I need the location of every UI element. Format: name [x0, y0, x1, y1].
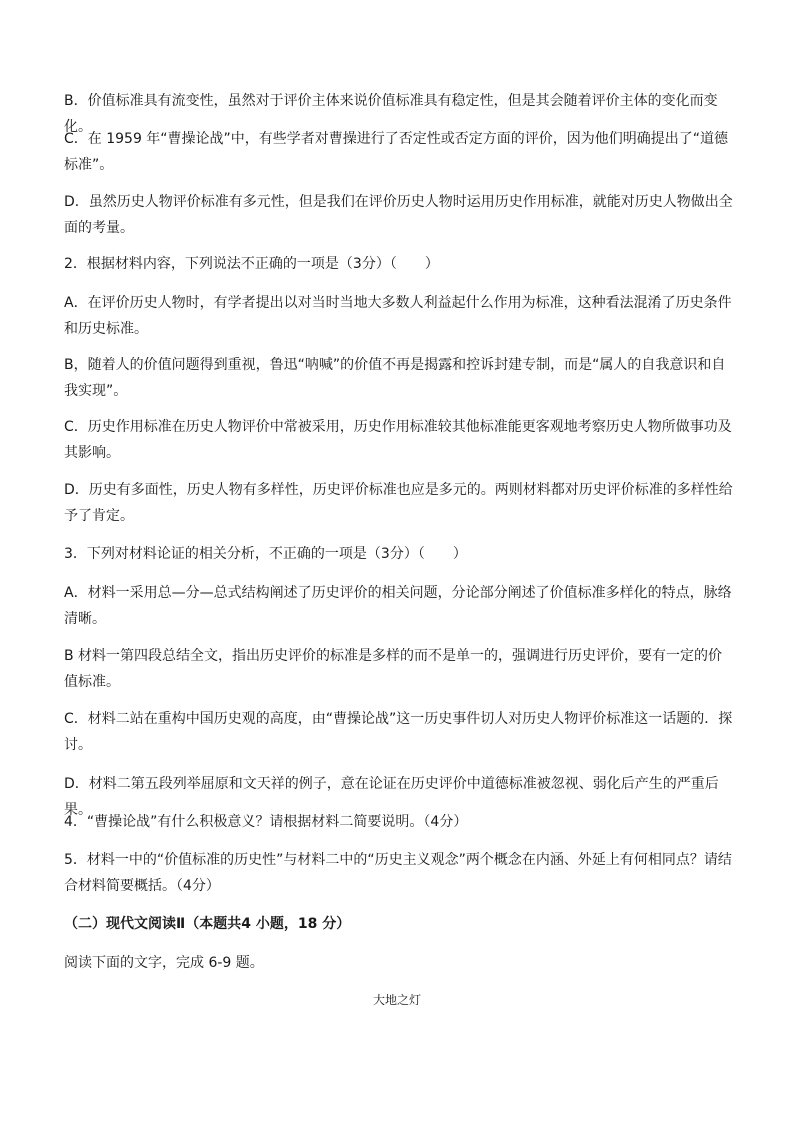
article-title: 大地之灯 [372, 993, 421, 1007]
option-2b: B，随着人的价值问题得到重视，鲁迅“呐喊”的价值不再是揭露和控诉封建专制，而是“属人的自我意识和自我实现”。 [64, 357, 726, 399]
question-5: 5．材料一中的“价值标准的历史性”与材料二中的“历史主义观念”两个概念在内涵、外延上有何相同点？请结合材料简要概括。（4分） [64, 852, 732, 894]
option-3c: C．材料二站在重构中国历史观的高度，由“曹操论战”这一历史事件切人对历史人物评价标准这一话题的．探讨。 [64, 711, 733, 753]
option-1c: C．在 1959 年“曹操论战”中，有些学者对曹操进行了否定性或否定方面的评价，因为他们明确提出了“道德标准”。 [64, 131, 729, 173]
option-2a: A．在评价历史人物时，有学者提出以对当时当地大多数人利益起什么作用为标准，这种看法混淆了历史条件和历史标准。 [64, 295, 732, 337]
question-2: 2．根据材料内容，下列说法不正确的一项是（3分）（ ） [64, 256, 439, 272]
option-1d: D．虽然历史人物评价标准有多元性，但是我们在评价历史人物时运用历史作用标准，就能对历史人物做出全面的考量。 [64, 194, 733, 236]
option-2c: C．历史作用标准在历史人物评价中常被采用，历史作用标准较其他标准能更客观地考察历史人物所做事功及其影响。 [64, 419, 732, 461]
option-3a: A．材料一采用总—分—总式结构阐述了历史评价的相关问题，分论部分阐述了价值标准多样化的特点，脉络清晰。 [64, 585, 732, 627]
question-3: 3．下列对材料论证的相关分析，不正确的一项是（3分）（ ） [64, 546, 467, 562]
section-heading: （二）现代文阅读Ⅱ（本题共4 小题，18 分） [64, 916, 351, 932]
option-1b: B．价值标准具有流变性，虽然对于评价主体来说价值标准具有稳定性，但是其会随着评价主体的变化而变化。 [64, 93, 718, 135]
option-3b: B 材料一第四段总结全文，指出历史评价的标准是多样的而不是单一的，强调进行历史评价，要有一定的价值标准。 [64, 648, 723, 690]
question-4: 4．“曹操论战”有什么积极意义？请根据材料二简要说明。（4分） [64, 814, 468, 830]
reading-instruction: 阅读下面的文字，完成 6-9 题。 [64, 955, 264, 971]
option-3d: D．材料二第五段列举屈原和文天祥的例子，意在论证在历史评价中道德标准被忽视、弱化后产生的严重后果。 [64, 776, 719, 818]
option-2d: D．历史有多面性，历史人物有多样性，历史评价标准也应是多元的。两则材料都对历史评价标准的多样性给予了肯定。 [64, 482, 733, 524]
